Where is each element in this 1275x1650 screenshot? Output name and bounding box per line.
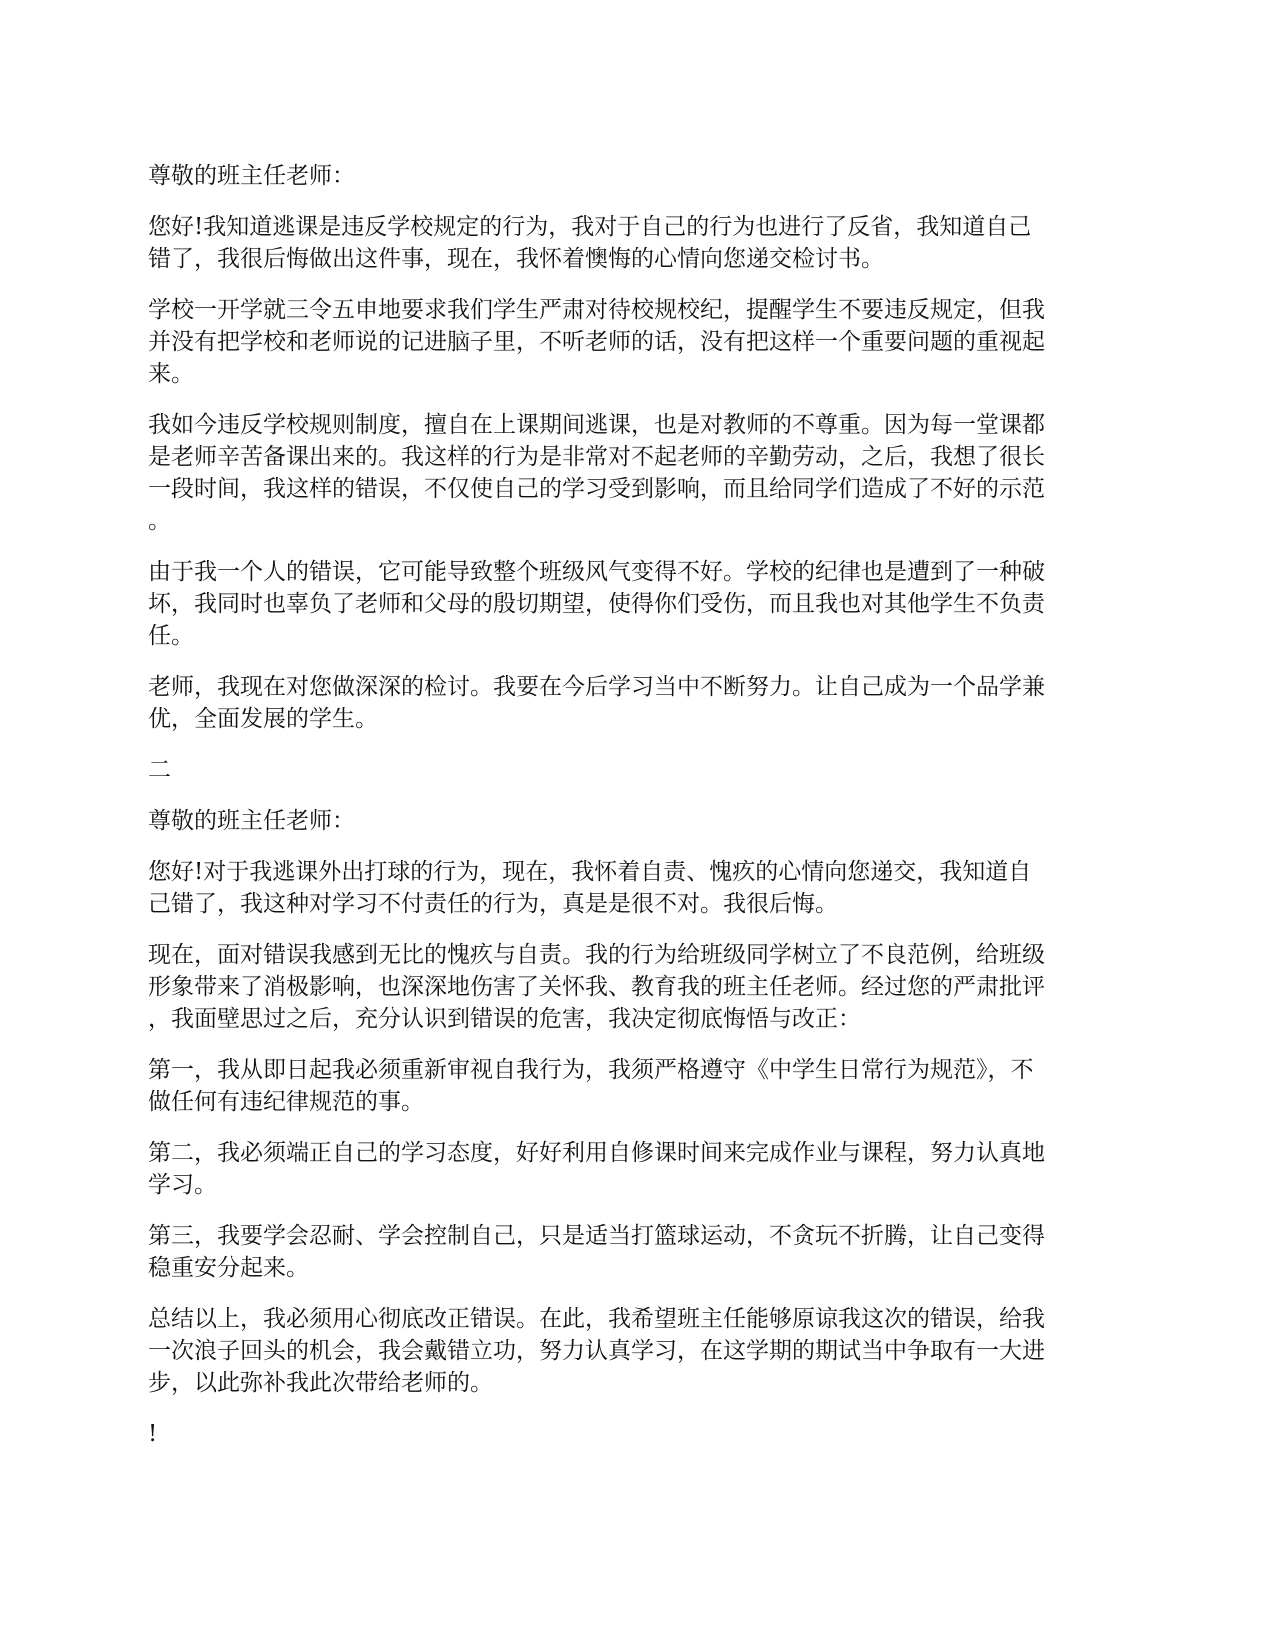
salutation: 尊敬的班主任老师： (148, 808, 355, 834)
salutation: 尊敬的班主任老师： (148, 163, 355, 189)
document-page (148, 160, 1128, 1469)
paragraph: 您好!对于我逃课外出打球的行为，现在，我怀着自责、愧疚的心情向您递交，我知道自 己错了，我这种对学习不付责任的行为，真是是很不对。我很后悔。 (148, 859, 1032, 917)
paragraph: 第三，我要学会忍耐、学会控制自己，只是适当打篮球运动，不贪玩不折腾，让自己变得 稳重安分起来。 (148, 1223, 1045, 1281)
paragraph: 总结以上，我必须用心彻底改正错误。在此，我希望班主任能够原谅我这次的错误，给我 一次浪子回头的机会，我会戴错立功，努力认真学习，在这学期的期试当中争取有一大进 步，以此弥补我此次带给老师的。 (148, 1306, 1045, 1396)
paragraph: 您好!我知道逃课是违反学校规定的行为，我对于自己的行为也进行了反省，我知道自己 错了，我很后悔做出这件事，现在，我怀着懊悔的心情向您递交检讨书。 (148, 214, 1032, 272)
paragraph: 由于我一个人的错误，它可能导致整个班级风气变得不好。学校的纪律也是遭到了一种破 坏，我同时也辜负了老师和父母的殷切期望，使得你们受伤，而且我也对其他学生不负责 任。 (148, 559, 1045, 649)
paragraph: 老师，我现在对您做深深的检讨。我要在今后学习当中不断努力。让自己成为一个品学兼 优，全面发展的学生。 (148, 674, 1045, 732)
section-number: 二 (148, 757, 171, 783)
closing-mark: ! (148, 1421, 158, 1447)
paragraph: 现在，面对错误我感到无比的愧疚与自责。我的行为给班级同学树立了不良范例，给班级 形象带来了消极影响，也深深地伤害了关怀我、教育我的班主任老师。经过您的严肃批评 ，我面壁思过之后，充分认识到错误的危害，我决定彻底悔悟与改正： (148, 942, 1045, 1032)
paragraph: 第一，我从即日起我必须重新审视自我行为，我须严格遵守《中学生日常行为规范》，不 做任何有违纪律规范的事。 (148, 1057, 1034, 1115)
paragraph: 第二，我必须端正自己的学习态度，好好利用自修课时间来完成作业与课程，努力认真地 学习。 (148, 1140, 1045, 1198)
paragraph: 我如今违反学校规则制度，擅自在上课期间逃课，也是对教师的不尊重。因为每一堂课都 是老师辛苦备课出来的。我这样的行为是非常对不起老师的辛勤劳动，之后，我想了很长 一段时间，我这样的错误，不仅使自己的学习受到影响，而且给同学们造成了不好的示范 。 (148, 412, 1045, 534)
paragraph: 学校一开学就三令五申地要求我们学生严肃对待校规校纪，提醒学生不要违反规定，但我 并没有把学校和老师说的记进脑子里，不听老师的话，没有把这样一个重要问题的重视起 来。 (148, 297, 1045, 387)
